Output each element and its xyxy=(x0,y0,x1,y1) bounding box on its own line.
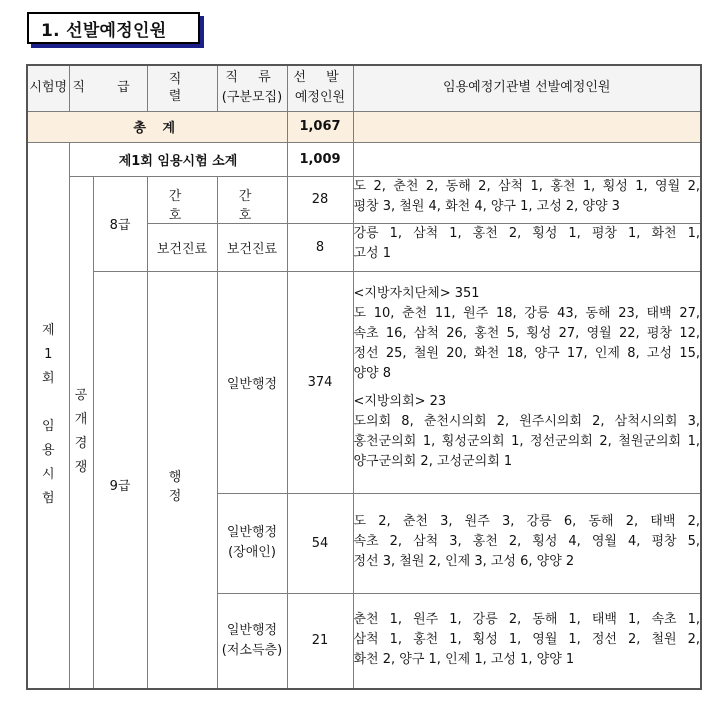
header-exam-name: 시험명 xyxy=(27,65,69,111)
nurse-count: 28 xyxy=(287,176,353,223)
admin-series: 행 정 xyxy=(147,271,217,689)
disabled-count: 54 xyxy=(287,493,353,593)
health-series: 보건진료 xyxy=(147,223,217,271)
health-category: 보건진료 xyxy=(217,223,287,271)
subtotal-detail xyxy=(353,142,701,176)
header-series: 직 렬 xyxy=(147,65,217,111)
exam-name-vertical: 제 1 회 임 용 시 험 xyxy=(27,142,69,689)
nurse-series: 간 호 xyxy=(147,176,217,223)
low-income-detail: 춘천 1, 원주 1, 강릉 2, 동해 1, 태백 1, 속초 1, 삼척 1, 홍천 1, 횡성 1, 영월 1, 정선 2, 철원 2, 화천 2, 양구 1, 인제 1, 고성 1, 양양 1 xyxy=(353,593,701,689)
low-income-count: 21 xyxy=(287,593,353,689)
disabled-category: 일반행정 (장애인) xyxy=(217,493,287,593)
general-admin-count: 374 xyxy=(287,271,353,493)
total-row xyxy=(27,111,701,142)
health-detail: 강릉 1, 삼척 1, 홍천 2, 횡성 1, 평창 1, 화천 1, 고성 1 xyxy=(353,223,701,271)
section-title: 1. 선발예정인원 xyxy=(27,12,200,44)
nurse-detail: 도 2, 춘천 2, 동해 2, 삼척 1, 홍천 1, 횡성 1, 영월 2, 평창 3, 철원 4, 화천 4, 양구 1, 고성 2, 양양 3 xyxy=(353,176,701,223)
total-detail xyxy=(353,111,701,142)
subtotal-row xyxy=(27,142,701,176)
header-count: 선 발 예정인원 xyxy=(287,65,353,111)
row-general-admin xyxy=(27,271,701,493)
subtotal-label: 제1회 임용시험 소계 xyxy=(69,142,287,176)
header-detail: 임용예정기관별 선발예정인원 xyxy=(353,65,701,111)
disabled-detail: 도 2, 춘천 3, 원주 3, 강릉 6, 동해 2, 태백 2, 속초 2, 삼척 3, 홍천 2, 횡성 4, 영월 4, 평창 5, 정선 3, 철원 2, 인제 3, 고성 6, 양양 2 xyxy=(353,493,701,593)
nurse-category: 간 호 xyxy=(217,176,287,223)
header-grade: 직 급 xyxy=(69,65,147,111)
health-count: 8 xyxy=(287,223,353,271)
subtotal-count: 1,009 xyxy=(287,142,353,176)
low-income-category: 일반행정 (저소득층) xyxy=(217,593,287,689)
recruit-type-vertical: 공 개 경 쟁 xyxy=(69,176,93,689)
grade-9: 9급 xyxy=(93,271,147,689)
header-row xyxy=(27,65,701,111)
header-category: 직 류 (구분모집) xyxy=(217,65,287,111)
recruitment-table xyxy=(26,64,702,690)
general-admin-category: 일반행정 xyxy=(217,271,287,493)
general-admin-detail: <지방자치단체> 351 도 10, 춘천 11, 원주 18, 강릉 43, 동해 23, 태백 27, 속초 16, 삼척 26, 홍천 5, 횡성 27, 영월 22, 평창 12, 정선 25, 철원 20, 화천 18, 양구 17, 인제 8, 고성 15, 양양 8 <지방의회> 23 도의회 8, 춘천시의회 2, 원주시의회 2, 삼척시의회 3, 홍천군의회 1, 횡성군의회 1, 정선군의회 2, 철원군의회 1, 양구군의회 2, 고성군의회 1 xyxy=(353,271,701,493)
row-nurse xyxy=(27,176,701,223)
total-label: 총 계 xyxy=(27,111,287,142)
total-count: 1,067 xyxy=(287,111,353,142)
grade-8: 8급 xyxy=(93,176,147,271)
